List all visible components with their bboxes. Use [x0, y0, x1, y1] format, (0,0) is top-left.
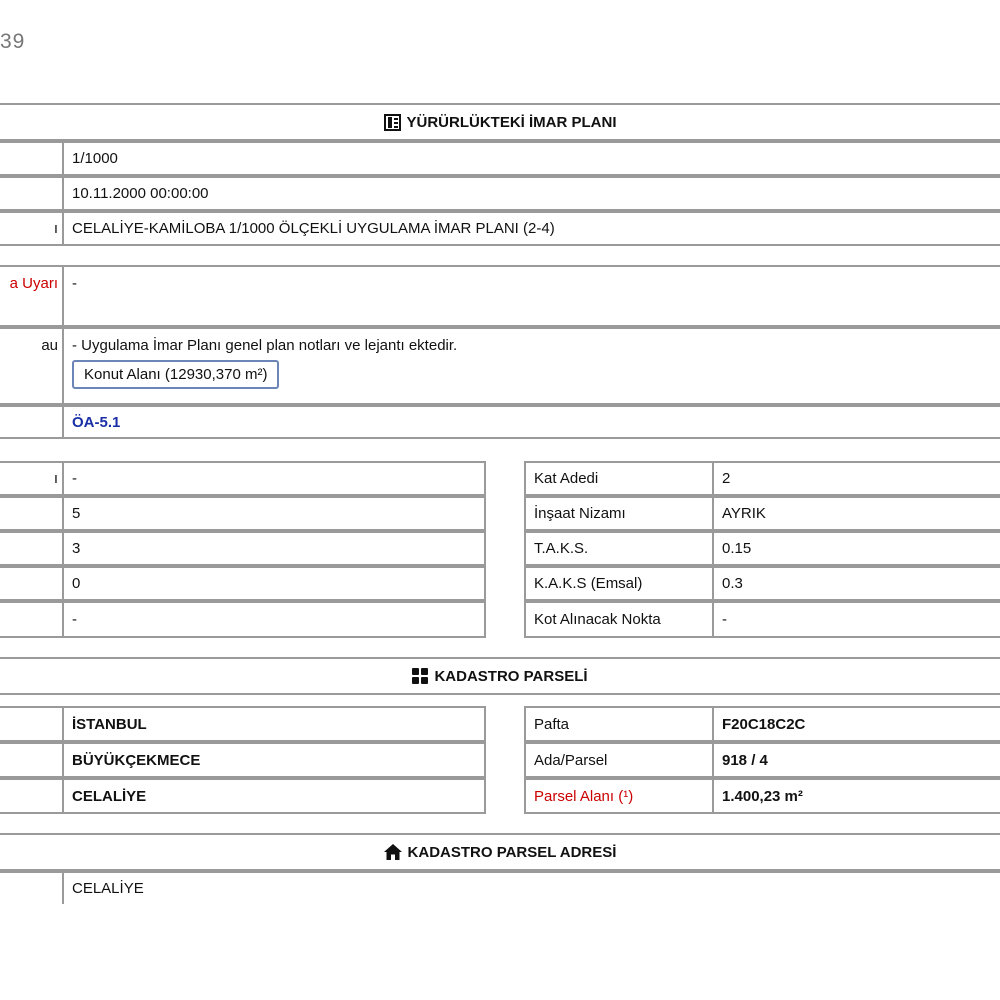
right-detail-value-0: 2 [712, 461, 1000, 496]
plan-warning-label: a Uyarı [0, 265, 64, 327]
plan-icon [384, 114, 401, 131]
kadastro-pafta-label: Pafta [524, 706, 714, 742]
home-icon [384, 844, 402, 860]
left-detail-value-2: 3 [62, 531, 486, 566]
adres-mahalle-value: CELALİYE [62, 871, 1000, 904]
right-detail-value-2: 0.15 [712, 531, 1000, 566]
left-detail-value-3: 0 [62, 566, 486, 601]
left-detail-value-1: 5 [62, 496, 486, 531]
kadastro-pafta-value: F20C18C2C [712, 706, 1000, 742]
kadastro-mahalle-value: CELALİYE [62, 778, 486, 814]
left-detail-label-2 [0, 531, 64, 566]
plan-notes-value [62, 327, 1000, 405]
kadastro-il-value: İSTANBUL [62, 706, 486, 742]
right-detail-value-4: - [712, 601, 1000, 638]
kadastro-adres-title: KADASTRO PARSEL ADRESİ [407, 843, 617, 861]
left-detail-label-0: ı [0, 461, 64, 496]
plan-scale-label [0, 141, 64, 176]
left-detail-value-0: - [62, 461, 486, 496]
adres-label [0, 871, 64, 904]
kadastro-ada-parsel-value: 918 / 4 [712, 742, 1000, 778]
right-detail-value-3: 0.3 [712, 566, 1000, 601]
plan-name-value: CELALİYE-KAMİLOBA 1/1000 ÖLÇEKLİ UYGULAMA İMAR PLANI (2-4) [62, 211, 1000, 246]
kadastro-parseli-title: KADASTRO PARSELİ [434, 667, 588, 685]
plan-code-value[interactable]: ÖA-5.1 [62, 405, 1000, 439]
right-detail-label-0: Kat Adedi [524, 461, 714, 496]
right-detail-label-2: T.A.K.S. [524, 531, 714, 566]
plan-date-value: 10.11.2000 00:00:00 [62, 176, 1000, 211]
konut-alani-button[interactable]: Konut Alanı (12930,370 m²) [72, 360, 279, 389]
right-detail-value-1: AYRIK [712, 496, 1000, 531]
left-detail-label-4 [0, 601, 64, 638]
right-detail-label-3: K.A.K.S (Emsal) [524, 566, 714, 601]
kadastro-left-label-1 [0, 742, 64, 778]
plan-notes-text: - Uygulama İmar Planı genel plan notları ve lejantı ektedir. [72, 337, 458, 354]
kadastro-left-label-2 [0, 778, 64, 814]
left-detail-value-4: - [62, 601, 486, 638]
imar-plan-title: YÜRÜRLÜKTEKİ İMAR PLANI [406, 113, 617, 131]
kadastro-adres-header [0, 833, 1000, 871]
left-detail-label-1 [0, 496, 64, 531]
plan-date-label [0, 176, 64, 211]
left-detail-label-3 [0, 566, 64, 601]
plan-code-label [0, 405, 64, 439]
plan-scale-value: 1/1000 [62, 141, 1000, 176]
imar-plan-header [0, 103, 1000, 141]
kadastro-ada-parsel-label: Ada/Parsel [524, 742, 714, 778]
grid-icon [412, 668, 428, 684]
kadastro-left-label-0 [0, 706, 64, 742]
kadastro-parsel-alani-label: Parsel Alanı (¹) [524, 778, 714, 814]
plan-notes-label: au [0, 327, 64, 405]
right-detail-label-4: Kot Alınacak Nokta [524, 601, 714, 638]
kadastro-parseli-header [0, 657, 1000, 695]
corner-number: 39 [0, 30, 26, 53]
plan-warning-value: - [62, 265, 1000, 327]
right-detail-label-1: İnşaat Nizamı [524, 496, 714, 531]
plan-name-label: ı [0, 211, 64, 246]
kadastro-parsel-alani-value: 1.400,23 m² [712, 778, 1000, 814]
kadastro-ilce-value: BÜYÜKÇEKMECE [62, 742, 486, 778]
